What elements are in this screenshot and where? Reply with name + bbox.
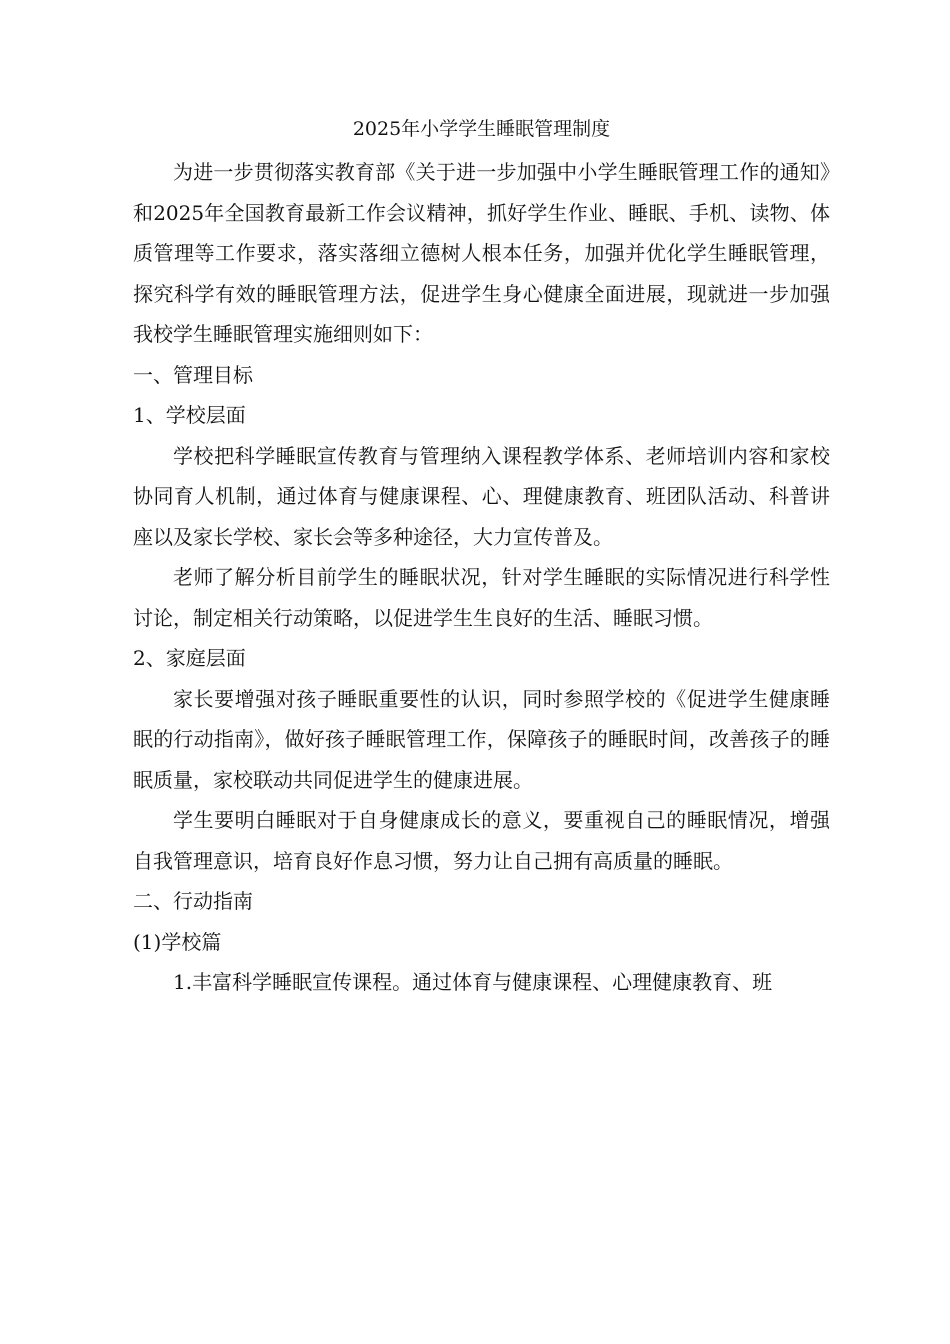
subsection-heading-school: 1、学校层面 <box>133 403 246 427</box>
document-title: 2025年小学学生睡眠管理制度 <box>352 118 611 140</box>
document-page <box>133 114 830 1003</box>
section-heading-goals: 一、管理目标 <box>133 362 253 387</box>
intro-paragraph: 为进一步贯彻落实教育部《关于进一步加强中小学生睡眠管理工作的通知》和2025年全国教育最新工作会议精神，抓好学生作业、睡眠、手机、读物、体质管理等工作要求，落实落细立德树人根本任务，加强并优化学生睡眠管理，探究科学有效的睡眠管理方法，促进学生身心健康全面进展，现就进一步加强我校学生睡眠管理实施细则如下： <box>133 160 830 346</box>
subsection-heading-family: 2、家庭层面 <box>133 646 246 670</box>
teacher-paragraph: 老师了解分析目前学生的睡眠状况，针对学生睡眠的实际情况进行科学性讨论，制定相关行动策略，以促进学生生良好的生活、睡眠习惯。 <box>133 565 830 630</box>
parent-paragraph: 家长要增强对孩子睡眠重要性的认识，同时参照学校的《促进学生健康睡眠的行动指南》，做好孩子睡眠管理工作，保障孩子的睡眠时间，改善孩子的睡眠质量，家校联动共同促进学生的健康进展。 <box>133 686 830 792</box>
section-heading-guide: 二、行动指南 <box>133 889 253 913</box>
student-paragraph: 学生要明白睡眠对于自身健康成长的意义，要重视自己的睡眠情况，增强自我管理意识，培育良好作息习惯，努力让自己拥有高质量的睡眠。 <box>133 808 830 873</box>
curriculum-paragraph: 1.丰富科学睡眠宣传课程。通过体育与健康课程、心理健康教育、班 <box>173 970 773 994</box>
subsection-heading-school-part: (1)学校篇 <box>133 929 222 954</box>
school-paragraph: 学校把科学睡眠宣传教育与管理纳入课程教学体系、老师培训内容和家校协同育人机制，通过体育与健康课程、心、理健康教育、班团队活动、科普讲座以及家长学校、家长会等多种途径，大力宣传普及。 <box>133 443 830 549</box>
